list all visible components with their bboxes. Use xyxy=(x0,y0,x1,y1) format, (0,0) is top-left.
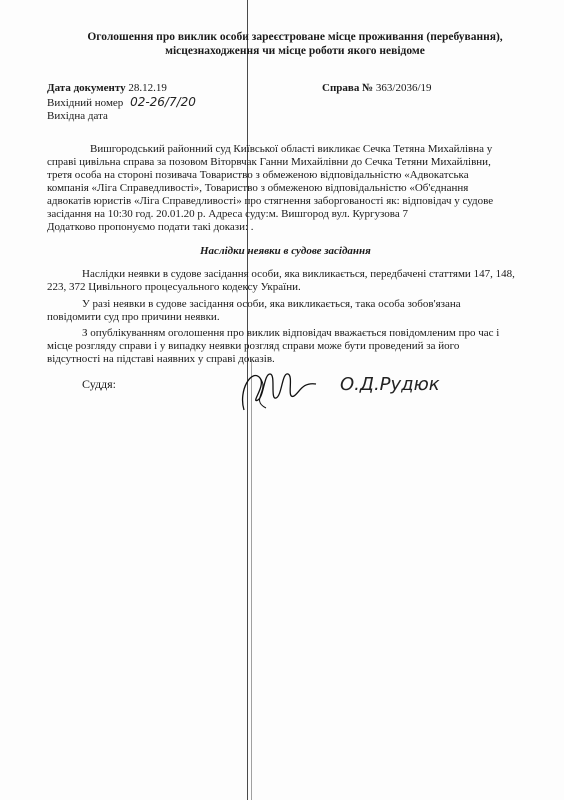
judge-signature-name: О.Д.Рудюк xyxy=(340,374,440,395)
doc-date-label: Дата документу xyxy=(47,82,126,94)
doc-date-row xyxy=(47,82,167,94)
absence-line: повідомити суд про причини неявки. xyxy=(47,311,220,323)
case-number-value: 363/2036/19 xyxy=(375,82,432,94)
consequences-line: 223, 372 Цивільного процесуального кодексу України. xyxy=(47,281,301,293)
consequences-line: Наслідки неявки в судове засідання особи, яка викликається, передбачені статтями 147, 148, xyxy=(82,268,515,280)
case-number-label: Справа № xyxy=(322,82,374,94)
doc-date-value: 28.12.19 xyxy=(128,82,167,94)
main-para-line: Додатково пропонуємо подати такі докази: . xyxy=(47,221,254,233)
judge-signature-scribble xyxy=(230,360,320,420)
main-para-line: Вишгородський районний суд Київської області викликає Сечка Тетяна Михайлівна у xyxy=(90,143,493,155)
outgoing-date-label: Вихідна дата xyxy=(47,110,108,122)
outgoing-number-row xyxy=(47,96,196,109)
judge-label: Суддя: xyxy=(82,377,117,391)
case-number-row xyxy=(322,82,432,94)
section-heading: Наслідки неявки в судове засідання xyxy=(200,245,371,257)
absence-line: У разі неявки в судове засідання особи, яка викликається, така особа зобов'язана xyxy=(82,298,461,310)
main-para-line: засідання на 10:30 год. 20.01.20 р. Адреса суду:м. Вишгород вул. Кургузова 7 xyxy=(47,208,408,220)
document-title xyxy=(60,30,530,58)
title-line-2: місцезнаходження чи місце роботи якого невідоме xyxy=(165,45,425,57)
main-para-line: справі цивільна справа за позовом Віторвчак Ганни Михайлівни до Сечка Тетяни Михайлівни, xyxy=(47,156,491,168)
publication-line: З опублікуванням оголошення про виклик відповідач вважається повідомленим про час і xyxy=(82,327,500,339)
outgoing-date-row xyxy=(47,110,108,122)
publication-line: відсутності на підставі наявних у справі доказів. xyxy=(47,353,275,365)
outgoing-number-value: 02-26/7/20 xyxy=(130,95,196,109)
outgoing-number-label: Вихідний номер xyxy=(47,97,124,109)
main-para-line: третя особа на стороні позивача Товариство з обмеженою відповідальністю «Адвокатська xyxy=(47,169,469,181)
main-para-line: компанія «Ліга Справедливості», Товариство з обмеженою відповідальністю «Об'єднання xyxy=(47,182,469,194)
publication-line: місце розгляду справи і у випадку неявки розгляд справи може бути проведений за його xyxy=(47,340,460,352)
main-para-line: адвокатів юристів «Ліга Справедливості» про стягнення заборгованості як: відповідач у судове xyxy=(47,195,494,207)
title-line-1: Оголошення про виклик особи зареєстроване місце проживання (перебування), xyxy=(87,31,503,43)
scan-fold-line-secondary xyxy=(251,360,252,800)
